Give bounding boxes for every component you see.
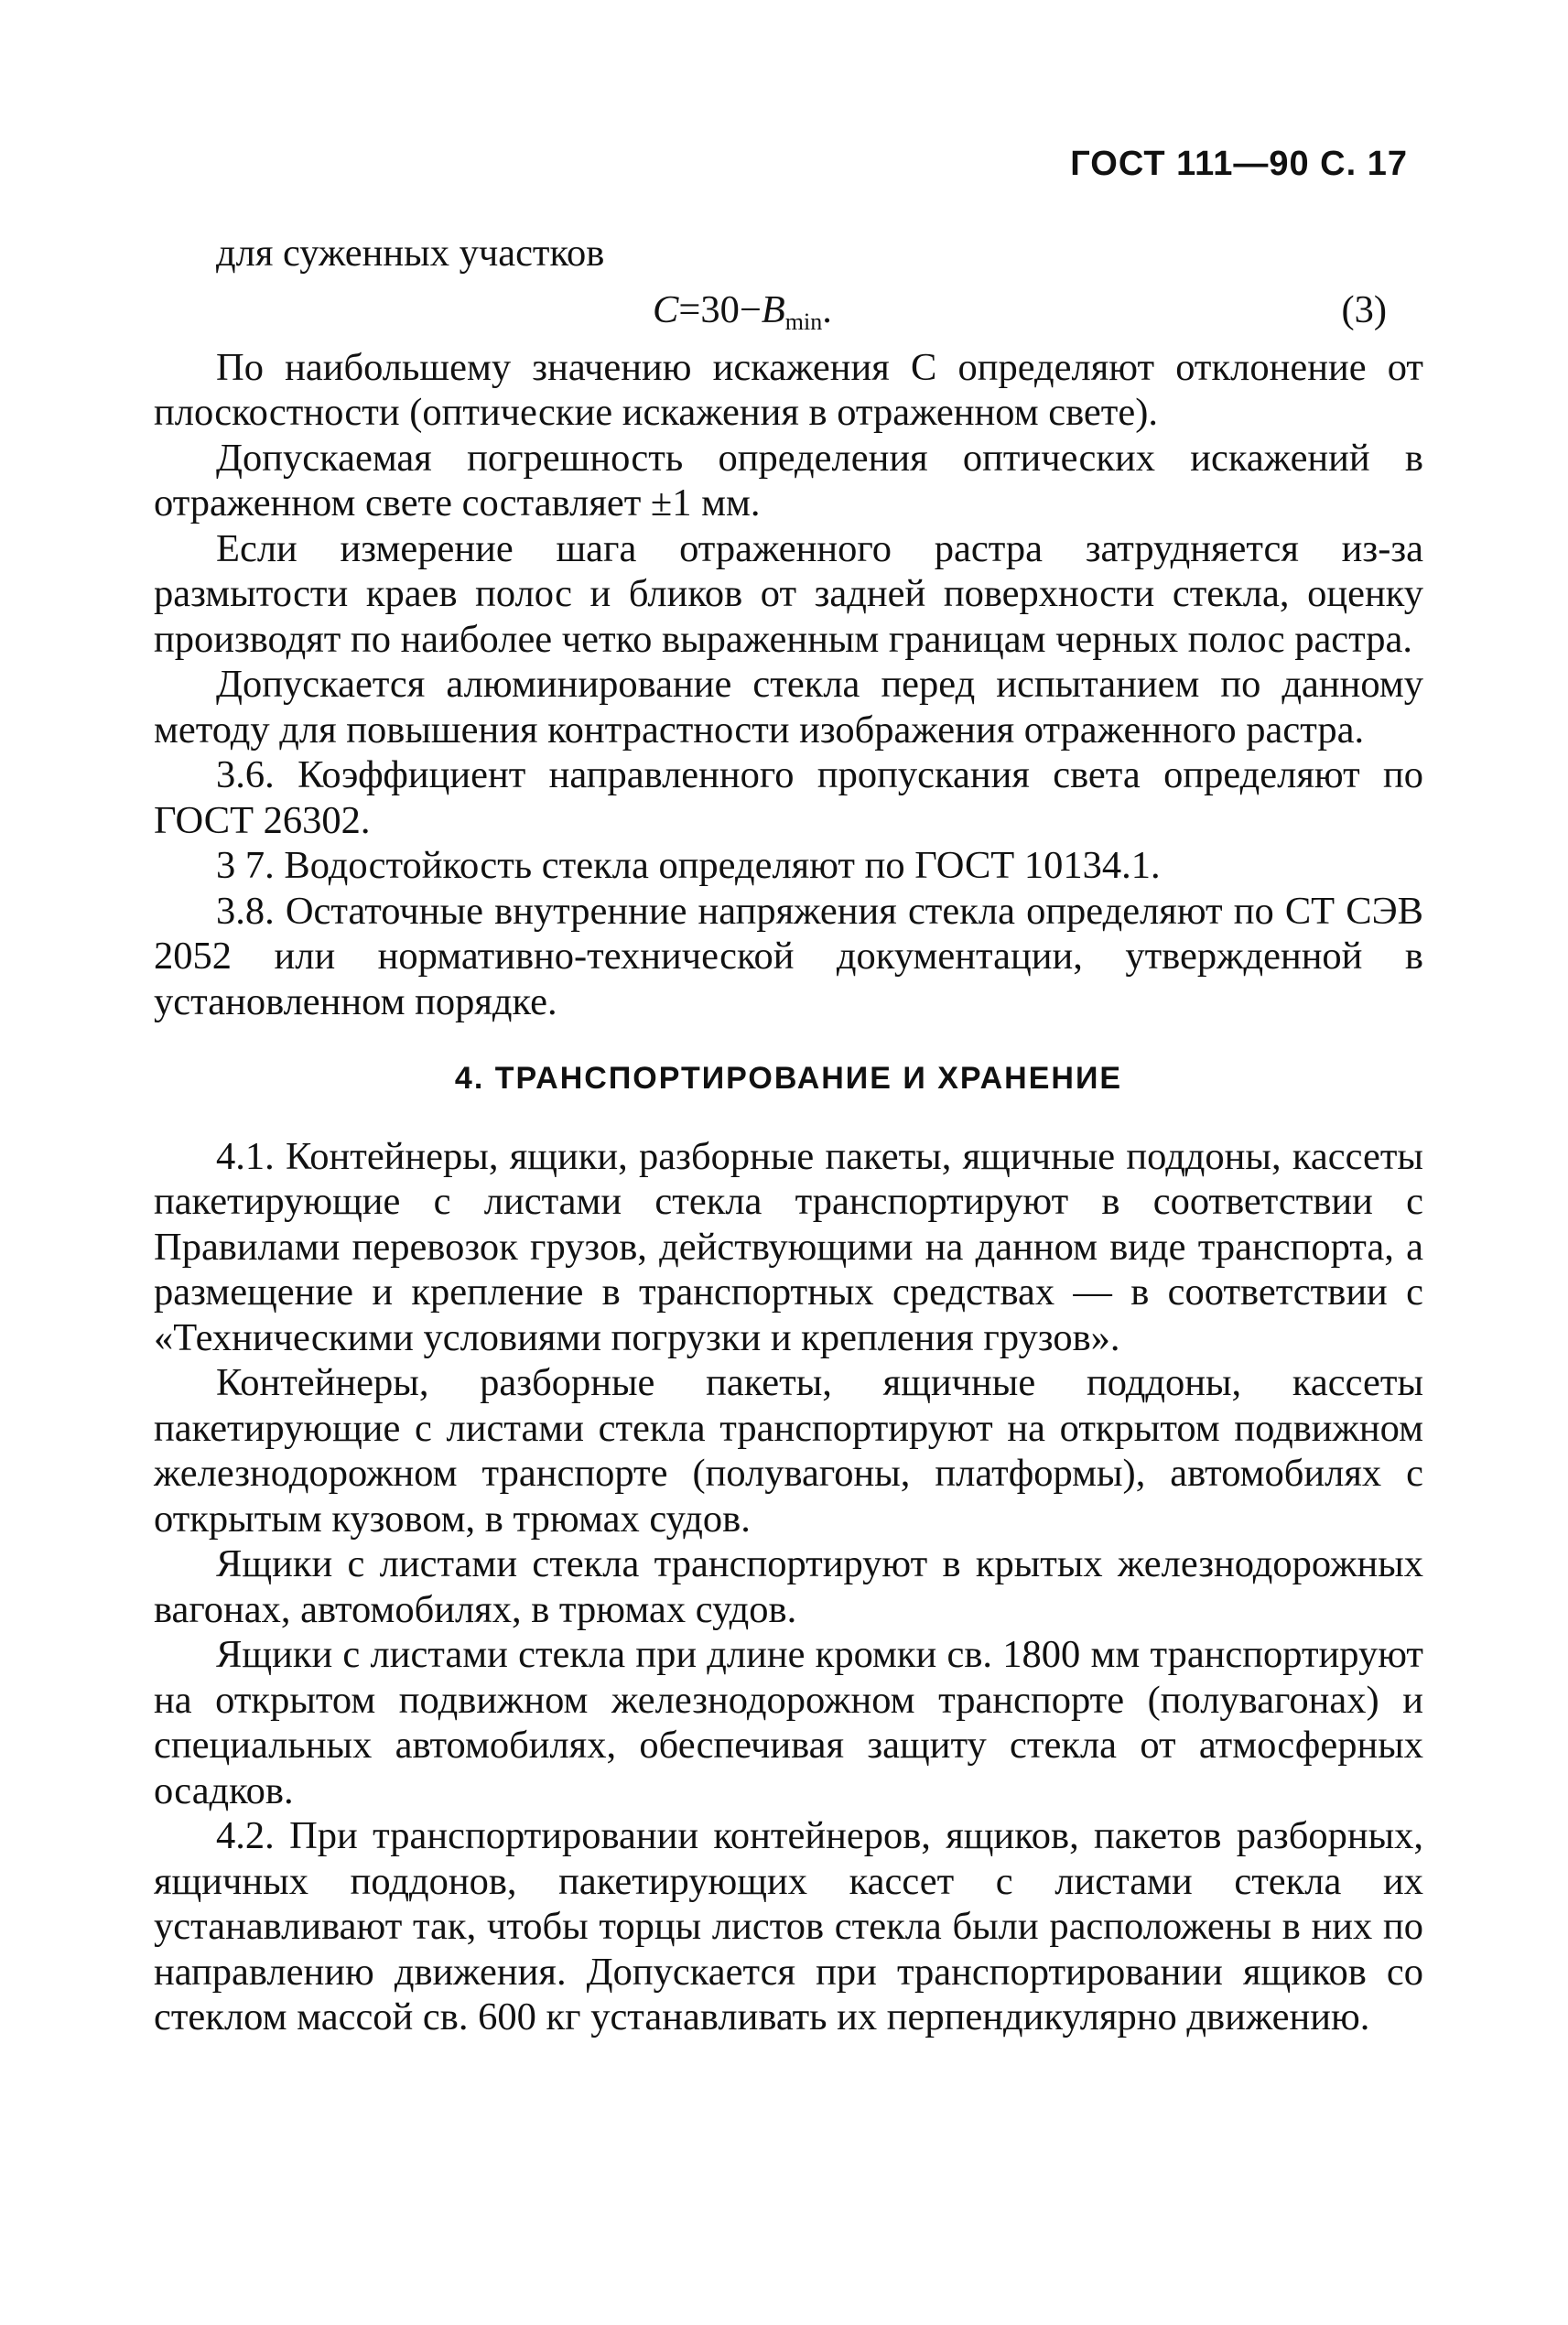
paragraph: Допускается алюминирование стекла перед испытанием по данному методу для повышения контрастности изображения отраженного растра.: [154, 663, 1423, 752]
formula: [653, 287, 832, 345]
formula-var: B: [761, 287, 785, 331]
paragraph: 3.8. Остаточные внутренние напряжения стекла определяют по СТ СЭВ 2052 или нормативно-технической документации, утвержденной в установленном порядке.: [154, 889, 1423, 1023]
paragraph: 3.6. Коэффициент направленного пропускания света определяют по ГОСТ 26302.: [154, 753, 1423, 842]
document-body: [154, 231, 1423, 2040]
intro-line: для суженных участков: [216, 232, 605, 275]
equation-number: (3): [1341, 287, 1387, 331]
formula-rhs: =30−: [678, 287, 762, 331]
formula-tail: .: [822, 287, 832, 331]
page-header: ГОСТ 111—90 С. 17: [1070, 145, 1408, 183]
formula-subscript: min: [784, 308, 823, 335]
formula-row: [154, 276, 1423, 345]
formula-lhs: C: [653, 287, 679, 331]
paragraph: 4.2. При транспортировании контейнеров, ящиков, пакетов разборных, ящичных поддонов, пакетирующих кассет с листами стекла их устанавливают так, чтобы торцы листов стекла были расположены в них по направлению движения. Допускается при транспортировании ящиков со стеклом массой св. 600 кг устанавливать их перпендикулярно движению.: [154, 1814, 1423, 2038]
section-title: 4. ТРАНСПОРТИРОВАНИЕ И ХРАНЕНИЕ: [454, 1061, 1123, 1096]
paragraph: Если измерение шага отраженного растра затрудняется из-за размытости краев полос и бликов от задней поверхности стекла, оценку производят по наиболее четко выраженным границам черных полос растра.: [154, 526, 1423, 661]
paragraph: По наибольшему значению искажения С определяют отклонение от плоскостности (оптические искажения в отраженном свете).: [154, 345, 1423, 434]
paragraph: 3 7. Водостойкость стекла определяют по ГОСТ 10134.1.: [216, 844, 1161, 887]
paragraph: Допускаемая погрешность определения оптических искажений в отраженном свете составляет ±1 мм.: [154, 436, 1423, 524]
paragraph: 4.1. Контейнеры, ящики, разборные пакеты, ящичные поддоны, кассеты пакетирующие с листами стекла транспортируют в соответствии с Правилами перевозок грузов, действующими на данном виде транспорта, а размещение и крепление в транспортных средствах — в соответствии с «Техническими условиями погрузки и крепления грузов».: [154, 1134, 1423, 1359]
paragraph: Контейнеры, разборные пакеты, ящичные поддоны, кассеты пакетирующие с листами стекла транспортируют на открытом подвижном железнодорожном транспорте (полувагоны, платформы), автомобилях с открытым кузовом, в трюмах судов.: [154, 1361, 1423, 1541]
paragraph: Ящики с листами стекла при длине кромки св. 1800 мм транспортируют на открытом подвижном железнодорожном транспорте (полувагонах) и специальных автомобилях, обеспечивая защиту стекла от атмосферных осадков.: [154, 1633, 1423, 1812]
paragraph: Ящики с листами стекла транспортируют в крытых железнодорожных вагонах, автомобилях, в трюмах судов.: [154, 1542, 1423, 1631]
